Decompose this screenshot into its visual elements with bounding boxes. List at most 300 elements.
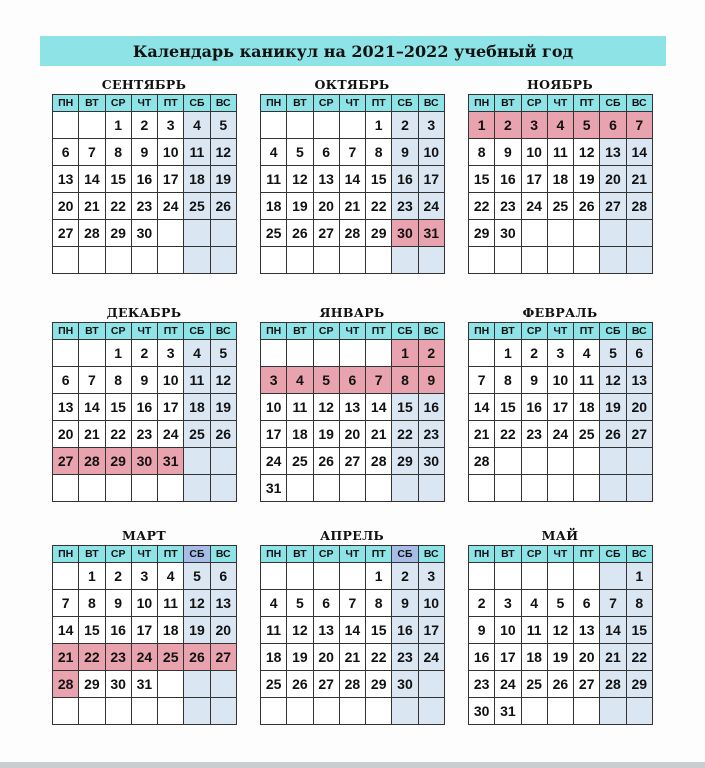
- day-cell: 23: [131, 193, 157, 220]
- month-grid: [52, 322, 237, 502]
- day-cell: 10: [158, 367, 184, 394]
- day-cell: 31: [261, 475, 287, 502]
- weekday-header: СБ: [184, 323, 210, 340]
- day-cell: 11: [184, 139, 210, 166]
- day-cell: 15: [105, 394, 131, 421]
- day-cell: 9: [469, 617, 495, 644]
- day-cell: 25: [184, 193, 210, 220]
- month-name: ЯНВАРЬ: [319, 305, 385, 320]
- week-row: [261, 166, 445, 193]
- day-cell: 25: [261, 671, 287, 698]
- weekday-header: ВТ: [495, 546, 521, 563]
- day-cell: 14: [626, 139, 652, 166]
- day-cell: 22: [626, 644, 652, 671]
- empty-cell: [626, 475, 652, 502]
- week-row: [53, 340, 237, 367]
- empty-cell: [287, 698, 313, 725]
- day-cell: 20: [574, 644, 600, 671]
- day-cell: 21: [53, 644, 79, 671]
- week-row: [53, 112, 237, 139]
- empty-cell: [158, 247, 184, 274]
- week-row: [261, 644, 445, 671]
- empty-cell: [184, 247, 210, 274]
- empty-cell: [626, 698, 652, 725]
- day-cell: 11: [521, 617, 547, 644]
- day-cell: 2: [495, 112, 521, 139]
- day-cell: 12: [600, 367, 626, 394]
- day-cell: 5: [287, 139, 313, 166]
- day-cell: 10: [261, 394, 287, 421]
- empty-cell: [313, 340, 339, 367]
- weekday-header: СБ: [392, 95, 418, 112]
- empty-cell: [287, 475, 313, 502]
- day-cell: 1: [392, 340, 418, 367]
- empty-cell: [158, 671, 184, 698]
- empty-cell: [392, 475, 418, 502]
- empty-cell: [495, 475, 521, 502]
- day-cell: 9: [392, 139, 418, 166]
- day-cell: 22: [495, 421, 521, 448]
- day-cell: 6: [574, 590, 600, 617]
- week-row: [53, 139, 237, 166]
- day-cell: 16: [131, 166, 157, 193]
- day-cell: 19: [547, 644, 573, 671]
- day-cell: 25: [547, 193, 573, 220]
- day-cell: 2: [469, 590, 495, 617]
- day-cell: 23: [392, 644, 418, 671]
- empty-cell: [626, 220, 652, 247]
- day-cell: 3: [547, 340, 573, 367]
- weekday-header: СР: [105, 95, 131, 112]
- weekday-header: ЧТ: [339, 95, 365, 112]
- bottom-divider: [0, 762, 705, 768]
- day-cell: 28: [53, 671, 79, 698]
- weekday-header: ПТ: [366, 546, 392, 563]
- week-row: [53, 394, 237, 421]
- day-cell: 7: [79, 367, 105, 394]
- day-cell: 27: [626, 421, 652, 448]
- day-cell: 21: [339, 644, 365, 671]
- empty-cell: [495, 563, 521, 590]
- day-cell: 19: [184, 617, 210, 644]
- day-cell: 5: [184, 563, 210, 590]
- day-cell: 27: [53, 220, 79, 247]
- day-cell: 4: [287, 367, 313, 394]
- day-cell: 27: [600, 193, 626, 220]
- weekday-header: ПН: [53, 95, 79, 112]
- month-february: [468, 304, 652, 502]
- week-row: [261, 475, 445, 502]
- day-cell: 1: [366, 112, 392, 139]
- empty-cell: [261, 112, 287, 139]
- day-cell: 14: [469, 394, 495, 421]
- weekday-header: ПТ: [574, 95, 600, 112]
- empty-cell: [574, 475, 600, 502]
- empty-cell: [521, 563, 547, 590]
- empty-cell: [469, 475, 495, 502]
- day-cell: 1: [79, 563, 105, 590]
- day-cell: 24: [261, 448, 287, 475]
- day-cell: 16: [392, 617, 418, 644]
- empty-cell: [131, 698, 157, 725]
- day-cell: 27: [313, 671, 339, 698]
- day-cell: 17: [418, 617, 444, 644]
- day-cell: 20: [626, 394, 652, 421]
- day-cell: 9: [131, 139, 157, 166]
- weekday-header: ПТ: [158, 546, 184, 563]
- empty-cell: [339, 340, 365, 367]
- day-cell: 1: [105, 340, 131, 367]
- day-cell: 29: [469, 220, 495, 247]
- weekday-header: СР: [313, 95, 339, 112]
- day-cell: 29: [105, 448, 131, 475]
- day-cell: 7: [600, 590, 626, 617]
- day-cell: 20: [600, 166, 626, 193]
- day-cell: 7: [339, 590, 365, 617]
- day-cell: 13: [600, 139, 626, 166]
- day-cell: 22: [366, 193, 392, 220]
- weekday-header: ВТ: [79, 323, 105, 340]
- day-cell: 1: [366, 563, 392, 590]
- empty-cell: [105, 475, 131, 502]
- day-cell: 25: [184, 421, 210, 448]
- weekday-header: ВТ: [287, 95, 313, 112]
- day-cell: 23: [469, 671, 495, 698]
- day-cell: 8: [366, 590, 392, 617]
- day-cell: 24: [158, 193, 184, 220]
- day-cell: 15: [79, 617, 105, 644]
- empty-cell: [600, 563, 626, 590]
- day-cell: 6: [210, 563, 236, 590]
- week-row: [469, 644, 653, 671]
- empty-cell: [521, 247, 547, 274]
- weekday-header: ЧТ: [547, 95, 573, 112]
- day-cell: 5: [574, 112, 600, 139]
- day-cell: 11: [547, 139, 573, 166]
- empty-cell: [313, 563, 339, 590]
- weekday-header: ПТ: [574, 546, 600, 563]
- empty-cell: [313, 247, 339, 274]
- empty-cell: [547, 698, 573, 725]
- week-row: [261, 394, 445, 421]
- day-cell: 11: [574, 367, 600, 394]
- week-row: [469, 139, 653, 166]
- day-cell: 23: [105, 644, 131, 671]
- empty-cell: [184, 448, 210, 475]
- day-cell: 27: [574, 671, 600, 698]
- day-cell: 30: [105, 671, 131, 698]
- empty-cell: [418, 247, 444, 274]
- day-cell: 5: [287, 590, 313, 617]
- day-cell: 1: [469, 112, 495, 139]
- day-cell: 5: [600, 340, 626, 367]
- day-cell: 7: [79, 139, 105, 166]
- empty-cell: [131, 247, 157, 274]
- day-cell: 28: [79, 220, 105, 247]
- month-grid: [52, 545, 237, 725]
- weekday-header: ПТ: [158, 323, 184, 340]
- weekday-header: СБ: [184, 546, 210, 563]
- empty-cell: [495, 247, 521, 274]
- day-cell: 2: [131, 112, 157, 139]
- day-cell: 31: [418, 220, 444, 247]
- day-cell: 16: [521, 394, 547, 421]
- month-march: [52, 527, 236, 725]
- week-row: [261, 340, 445, 367]
- day-cell: 27: [53, 448, 79, 475]
- empty-cell: [210, 671, 236, 698]
- week-row: [469, 475, 653, 502]
- day-cell: 15: [469, 166, 495, 193]
- day-cell: 8: [366, 139, 392, 166]
- day-cell: 9: [105, 590, 131, 617]
- weekday-header: ПН: [261, 95, 287, 112]
- week-row: [469, 394, 653, 421]
- day-cell: 23: [131, 421, 157, 448]
- day-cell: 10: [547, 367, 573, 394]
- weekday-header: СР: [105, 323, 131, 340]
- day-cell: 8: [626, 590, 652, 617]
- week-row: [261, 367, 445, 394]
- week-row: [469, 698, 653, 725]
- day-cell: 21: [469, 421, 495, 448]
- weekday-header: ПТ: [574, 323, 600, 340]
- day-cell: 7: [366, 367, 392, 394]
- day-cell: 15: [366, 617, 392, 644]
- day-cell: 13: [574, 617, 600, 644]
- empty-cell: [521, 448, 547, 475]
- empty-cell: [469, 340, 495, 367]
- day-cell: 6: [600, 112, 626, 139]
- empty-cell: [392, 698, 418, 725]
- weekday-header: ВТ: [287, 323, 313, 340]
- day-cell: 19: [574, 166, 600, 193]
- empty-cell: [287, 340, 313, 367]
- day-cell: 17: [418, 166, 444, 193]
- day-cell: 10: [521, 139, 547, 166]
- empty-cell: [418, 475, 444, 502]
- day-cell: 15: [366, 166, 392, 193]
- day-cell: 6: [313, 139, 339, 166]
- empty-cell: [287, 247, 313, 274]
- day-cell: 30: [469, 698, 495, 725]
- day-cell: 22: [105, 421, 131, 448]
- day-cell: 11: [261, 617, 287, 644]
- weekday-header: СР: [521, 323, 547, 340]
- day-cell: 7: [626, 112, 652, 139]
- empty-cell: [339, 563, 365, 590]
- weekday-header: ПН: [261, 546, 287, 563]
- empty-cell: [79, 475, 105, 502]
- day-cell: 19: [210, 394, 236, 421]
- day-cell: 3: [418, 112, 444, 139]
- empty-cell: [574, 448, 600, 475]
- week-row: [261, 563, 445, 590]
- day-cell: 24: [495, 671, 521, 698]
- empty-cell: [495, 448, 521, 475]
- day-cell: 16: [105, 617, 131, 644]
- day-cell: 13: [313, 617, 339, 644]
- empty-cell: [547, 448, 573, 475]
- month-grid: [468, 322, 653, 502]
- weekday-header: ВС: [626, 546, 652, 563]
- day-cell: 18: [287, 421, 313, 448]
- month-name: СЕНТЯБРЬ: [101, 77, 187, 92]
- day-cell: 17: [261, 421, 287, 448]
- empty-cell: [53, 475, 79, 502]
- calendar-title-bar: [40, 36, 666, 66]
- empty-cell: [547, 220, 573, 247]
- day-cell: 20: [313, 644, 339, 671]
- month-name: МАЙ: [541, 528, 579, 543]
- empty-cell: [53, 563, 79, 590]
- day-cell: 23: [521, 421, 547, 448]
- day-cell: 16: [469, 644, 495, 671]
- empty-cell: [339, 698, 365, 725]
- day-cell: 28: [600, 671, 626, 698]
- calendar-title: Календарь каникул на 2021–2022 учебный год: [132, 41, 574, 61]
- week-row: [469, 563, 653, 590]
- empty-cell: [469, 563, 495, 590]
- day-cell: 24: [158, 421, 184, 448]
- day-cell: 2: [105, 563, 131, 590]
- day-cell: 25: [287, 448, 313, 475]
- day-cell: 29: [392, 448, 418, 475]
- week-row: [53, 671, 237, 698]
- empty-cell: [261, 247, 287, 274]
- day-cell: 19: [313, 421, 339, 448]
- day-cell: 26: [547, 671, 573, 698]
- weekday-header: ЧТ: [131, 546, 157, 563]
- day-cell: 30: [418, 448, 444, 475]
- day-cell: 4: [184, 340, 210, 367]
- weekday-header: ВС: [626, 95, 652, 112]
- day-cell: 12: [184, 590, 210, 617]
- day-cell: 4: [158, 563, 184, 590]
- empty-cell: [158, 475, 184, 502]
- empty-cell: [600, 698, 626, 725]
- weekday-header: СР: [313, 323, 339, 340]
- weekday-header: СР: [313, 546, 339, 563]
- day-cell: 1: [626, 563, 652, 590]
- day-cell: 1: [105, 112, 131, 139]
- day-cell: 23: [418, 421, 444, 448]
- day-cell: 18: [158, 617, 184, 644]
- day-cell: 2: [418, 340, 444, 367]
- weekday-header: ВТ: [79, 546, 105, 563]
- weekday-header: ЧТ: [131, 323, 157, 340]
- month-name: ОКТЯБРЬ: [314, 77, 390, 92]
- month-grid: [260, 94, 445, 274]
- empty-cell: [313, 475, 339, 502]
- day-cell: 7: [53, 590, 79, 617]
- empty-cell: [210, 475, 236, 502]
- day-cell: 12: [547, 617, 573, 644]
- empty-cell: [339, 475, 365, 502]
- day-cell: 24: [418, 644, 444, 671]
- day-cell: 1: [495, 340, 521, 367]
- day-cell: 24: [547, 421, 573, 448]
- day-cell: 17: [521, 166, 547, 193]
- day-cell: 15: [392, 394, 418, 421]
- week-row: [261, 112, 445, 139]
- empty-cell: [521, 698, 547, 725]
- week-row: [469, 220, 653, 247]
- week-row: [53, 220, 237, 247]
- week-row: [53, 367, 237, 394]
- day-cell: 31: [495, 698, 521, 725]
- day-cell: 17: [131, 617, 157, 644]
- empty-cell: [574, 563, 600, 590]
- day-cell: 3: [495, 590, 521, 617]
- day-cell: 18: [261, 644, 287, 671]
- day-cell: 30: [495, 220, 521, 247]
- day-cell: 3: [158, 112, 184, 139]
- weekday-header: ВС: [418, 95, 444, 112]
- day-cell: 9: [495, 139, 521, 166]
- day-cell: 31: [158, 448, 184, 475]
- day-cell: 6: [313, 590, 339, 617]
- day-cell: 9: [521, 367, 547, 394]
- empty-cell: [547, 475, 573, 502]
- day-cell: 10: [495, 617, 521, 644]
- day-cell: 4: [574, 340, 600, 367]
- empty-cell: [574, 698, 600, 725]
- day-cell: 13: [210, 590, 236, 617]
- day-cell: 28: [366, 448, 392, 475]
- day-cell: 18: [547, 166, 573, 193]
- day-cell: 17: [495, 644, 521, 671]
- day-cell: 13: [339, 394, 365, 421]
- empty-cell: [53, 698, 79, 725]
- day-cell: 21: [600, 644, 626, 671]
- day-cell: 17: [158, 394, 184, 421]
- empty-cell: [287, 112, 313, 139]
- day-cell: 23: [392, 193, 418, 220]
- month-grid: [468, 545, 653, 725]
- week-row: [469, 590, 653, 617]
- weekday-header: СР: [105, 546, 131, 563]
- day-cell: 21: [339, 193, 365, 220]
- day-cell: 25: [261, 220, 287, 247]
- empty-cell: [261, 563, 287, 590]
- empty-cell: [131, 475, 157, 502]
- day-cell: 5: [210, 112, 236, 139]
- day-cell: 9: [418, 367, 444, 394]
- weekday-header: ВС: [418, 546, 444, 563]
- day-cell: 27: [339, 448, 365, 475]
- day-cell: 26: [287, 671, 313, 698]
- day-cell: 9: [392, 590, 418, 617]
- day-cell: 18: [521, 644, 547, 671]
- week-row: [261, 671, 445, 698]
- empty-cell: [366, 698, 392, 725]
- month-grid: [52, 94, 237, 274]
- day-cell: 25: [574, 421, 600, 448]
- empty-cell: [521, 220, 547, 247]
- week-row: [261, 617, 445, 644]
- weekday-header: ЧТ: [547, 323, 573, 340]
- empty-cell: [210, 448, 236, 475]
- weekday-header: СБ: [392, 323, 418, 340]
- weekday-header: ВС: [418, 323, 444, 340]
- day-cell: 18: [184, 394, 210, 421]
- weekday-header: ЧТ: [339, 546, 365, 563]
- day-cell: 16: [418, 394, 444, 421]
- empty-cell: [600, 247, 626, 274]
- empty-cell: [339, 247, 365, 274]
- day-cell: 22: [79, 644, 105, 671]
